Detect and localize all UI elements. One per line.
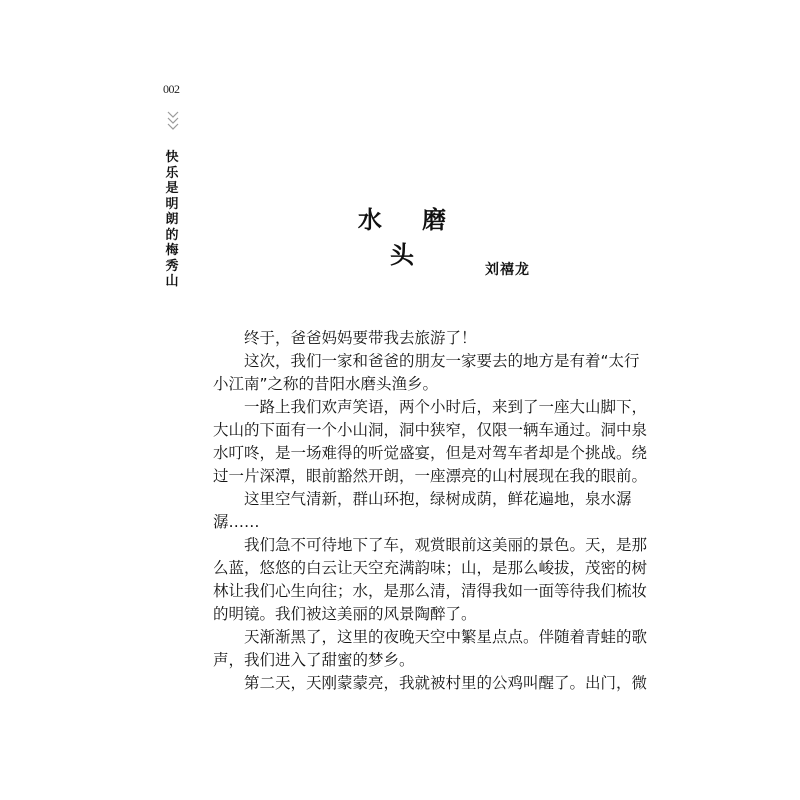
page-number: 002 [163,82,180,96]
text-line: 水叮咚，是一场难得的听觉盛宴，但是对驾车者却是个挑战。绕 [213,444,648,462]
text-line: 一路上我们欢声笑语，两个小时后，来到了一座大山脚下， [244,398,648,416]
text-line: 这里空气清新，群山环抱，绿树成荫，鲜花遍地，泉水潺 [244,490,632,508]
series-title-char: 梅 [165,243,179,258]
text-line: 声，我们进入了甜蜜的梦乡。 [213,651,415,669]
text-line: 终于，爸爸妈妈要带我去旅游了！ [244,329,477,347]
text-line: 天渐渐黑了，这里的夜晚天空中繁星点点。伴随着青蛙的歌 [244,628,648,646]
text-line: 小江南”之称的昔阳水磨头渔乡。 [213,375,439,393]
series-title-char: 乐 [165,165,179,181]
series-title-char: 明 [165,196,179,212]
text-line: 么蓝，悠悠的白云让天空充满韵味；山，是那么峻拔，茂密的树 [213,559,648,577]
text-line: 潺…… [213,513,260,531]
series-title-char: 朗 [165,212,179,227]
series-title-char: 山 [165,274,179,289]
article-body [213,327,648,695]
text-line: 林让我们心生向往；水，是那么清，清得我如一面等待我们梳妆 [213,582,648,600]
series-title-char: 的 [165,227,179,243]
chapter-title: 水 磨 头 [357,205,463,269]
text-line: 第二天，天刚蒙蒙亮，我就被村里的公鸡叫醒了。出门，微 [244,674,648,692]
series-title [163,150,181,290]
text-line: 这次，我们一家和爸爸的朋友一家要去的地方是有着“太行 [244,352,640,370]
text-line: 的明镜。我们被这美丽的风景陶醉了。 [213,605,477,623]
series-title-char: 是 [165,181,179,196]
text-line: 我们急不可待地下了车，观赏眼前这美丽的景色。天，是那 [244,536,648,554]
series-title-char: 快 [165,150,179,165]
text-line: 大山的下面有一个小山洞，洞中狭窄，仅限一辆车通过。洞中泉 [213,421,648,439]
series-title-char: 秀 [165,258,179,274]
author-name: 刘禧龙 [485,262,530,278]
triple-chevron-down-icon [166,110,180,134]
text-line: 过一片深潭，眼前豁然开朗，一座漂亮的山村展现在我的眼前。 [213,467,648,485]
